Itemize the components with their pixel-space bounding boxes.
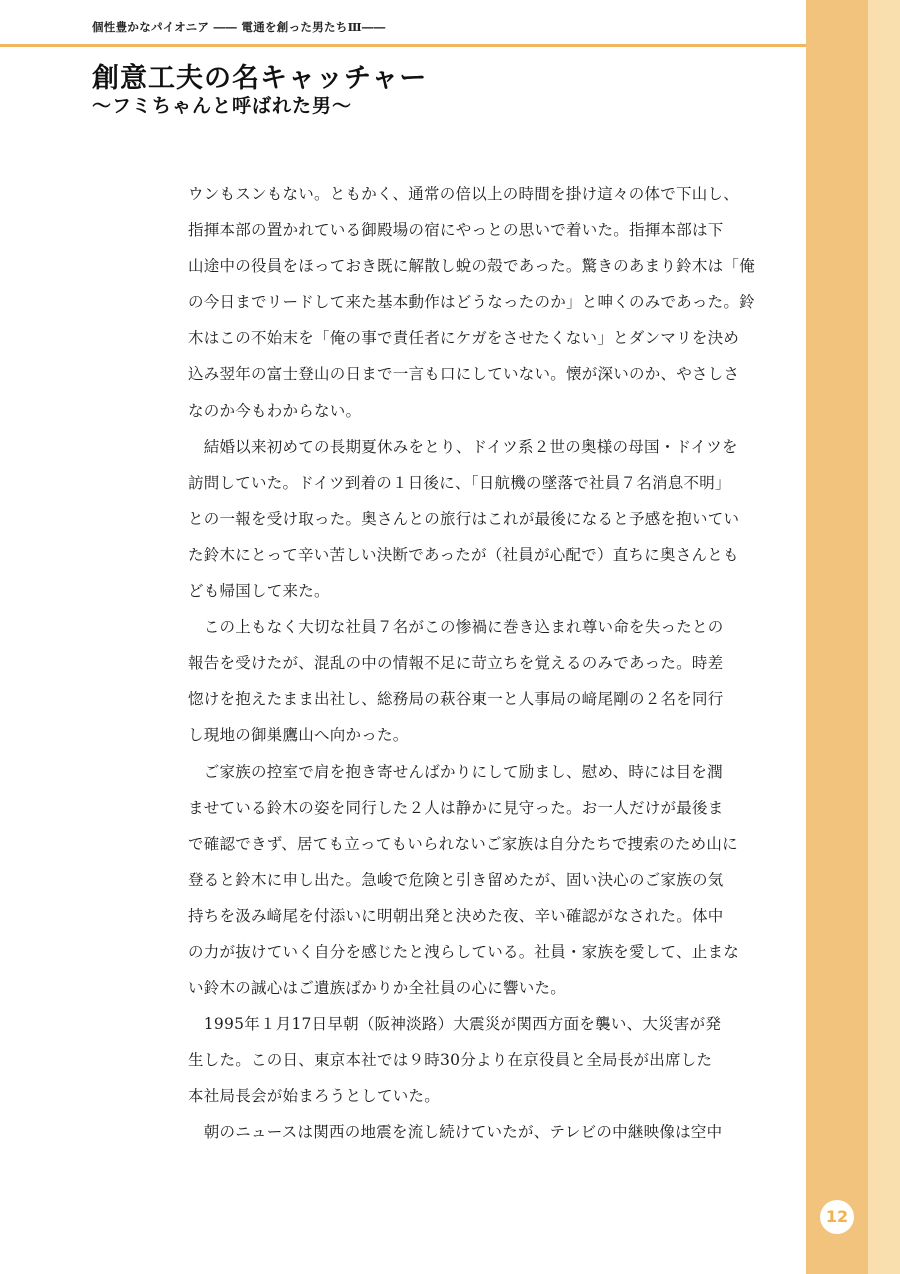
body-line: 本社局長会が始まろうとしていた。 — [188, 1087, 441, 1106]
body-text — [188, 176, 755, 1151]
running-header: 個性豊かなパイオニア ―― 電通を創った男たちⅢ―― — [92, 20, 386, 34]
body-line: 登ると鈴木に申し出た。急峻で危険と引き留めたが、固い決心のご家族の気 — [188, 870, 724, 889]
body-line: 訪問していた。ドイツ到着の１日後に、「日航機の墜落で社員７名消息不明」 — [188, 473, 731, 492]
body-line: 山途中の役員をほっておき既に解散し蛻の殻であった。驚きのあまり鈴木は「俺 — [188, 257, 755, 276]
body-line: 朝のニュースは関西の地震を流し続けていたが、テレビの中継映像は空中 — [188, 1123, 723, 1142]
body-line: 指揮本部の置かれている御殿場の宿にやっとの思いで着いた。指揮本部は下 — [188, 221, 724, 240]
body-line: ませている鈴木の姿を同行した２人は静かに見守った。お一人だけが最後ま — [188, 798, 724, 817]
body-line: 報告を受けたが、混乱の中の情報不足に苛立ちを覚えるのみであった。時差 — [188, 654, 724, 673]
body-line: 1995年１月17日早朝（阪神淡路）大震災が関西方面を襲い、大災害が発 — [188, 1015, 722, 1034]
body-line: の力が抜けていく自分を感じたと洩らしている。社員・家族を愛して、止まな — [188, 942, 739, 961]
body-line: 惚けを抱えたまま出社し、総務局の萩谷東一と人事局の﨑尾剛の２名を同行 — [188, 690, 724, 709]
body-line: ウンもスンもない。ともかく、通常の倍以上の時間を掛け這々の体で下山し、 — [188, 185, 739, 203]
side-band-light — [868, 0, 900, 1274]
body-line: この上もなく大切な社員７名がこの惨禍に巻き込まれ尊い命を失ったとの — [188, 618, 724, 637]
body-line: 持ちを汲み﨑尾を付添いに明朝出発と決めた夜、辛い確認がなされた。体中 — [188, 906, 724, 925]
body-line: い鈴木の誠心はご遺族ばかりか全社員の心に響いた。 — [188, 979, 567, 998]
page-number: 12 — [820, 1200, 854, 1234]
article-title: 創意工夫の名キャッチャー — [92, 63, 428, 94]
body-line: ご家族の控室で肩を抱き寄せんばかりにして励まし、慰め、時には目を潤 — [188, 762, 723, 781]
article-subtitle: ～フミちゃんと呼ばれた男～ — [92, 95, 353, 117]
body-line: 結婚以来初めての長期夏休みをとり、ドイツ系２世の奥様の母国・ドイツを — [188, 437, 738, 456]
body-line: 生した。この日、東京本社では９時30分より在京役員と全局長が出席した — [188, 1051, 713, 1070]
body-line: なのか今もわからない。 — [188, 401, 362, 420]
header-divider — [0, 44, 806, 47]
body-line: ども帰国して来た。 — [188, 582, 330, 601]
body-line: の今日までリードして来た基本動作はどうなったのか」と呻くのみであった。鈴 — [188, 293, 755, 312]
body-line: た鈴木にとって辛い苦しい決断であったが（社員が心配で）直ちに奥さんとも — [188, 545, 739, 564]
body-line: 込み翌年の富士登山の日まで一言も口にしていない。懐が深いのか、やさしさ — [188, 365, 740, 384]
side-band-dark — [806, 0, 868, 1274]
body-line: 木はこの不始末を「俺の事で責任者にケガをさせたくない」とダンマリを決め — [188, 329, 740, 348]
body-line: で確認できず、居ても立ってもいられないご家族は自分たちで捜索のため山に — [188, 834, 738, 853]
body-line: との一報を受け取った。奥さんとの旅行はこれが最後になると予感を抱いてい — [188, 509, 740, 528]
body-line: し現地の御巣鷹山へ向かった。 — [188, 726, 409, 745]
